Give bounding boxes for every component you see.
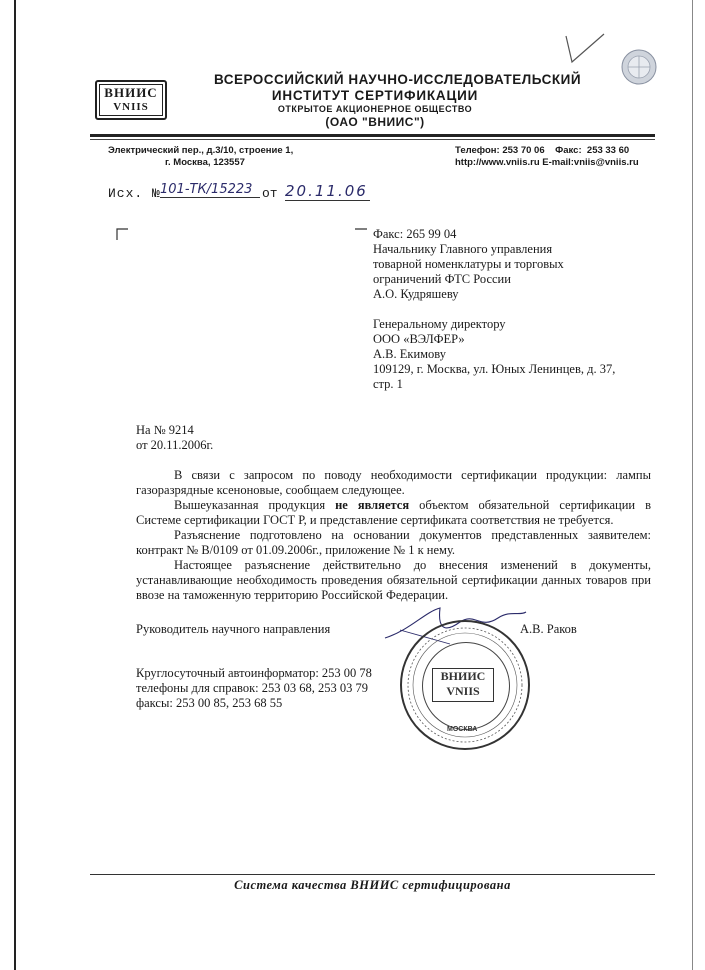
fax-numbers-line: факсы: 253 00 85, 253 68 55 xyxy=(136,696,283,710)
right-corner-mark xyxy=(355,228,367,240)
recipient-line: А.В. Екимову xyxy=(373,347,447,361)
check-mark-icon xyxy=(560,30,610,70)
paragraph-2-emphasis: не является xyxy=(335,498,410,512)
reply-to-date: от 20.11.2006г. xyxy=(136,438,214,452)
paragraph-1: В связи с запросом по поводу необходимости сертификации продукции: лампы газоразрядные ксеноновые, сообщаем следующее. xyxy=(136,468,651,497)
outgoing-date-label: от xyxy=(262,186,278,201)
recipient-line: Начальнику Главного управления xyxy=(373,242,553,256)
vniis-logo xyxy=(95,80,167,120)
seal-logo xyxy=(432,668,494,702)
reference-phones-line: телефоны для справок: 253 03 68, 253 03 79 xyxy=(136,681,369,695)
paragraph-2 xyxy=(136,498,651,528)
official-seal xyxy=(400,620,530,750)
seal-logo-en: VNIIS xyxy=(446,684,480,698)
signatory-position: Руководитель научного направления xyxy=(136,622,331,636)
paragraph-3: Разъяснение подготовлено на основании документов представленных заявителем: контракт № В/0109 от 01.09.2006г., приложение № 1 к нему. xyxy=(136,528,651,557)
header-divider-thick xyxy=(90,134,655,137)
globe-emblem-icon xyxy=(620,48,658,86)
address-line2: г. Москва, 123557 xyxy=(165,157,245,168)
institute-short-name: (ОАО "ВНИИС") xyxy=(325,115,425,129)
paragraph-2-start: Вышеуказанная продукция xyxy=(174,498,336,512)
signatory-name: А.В. Раков xyxy=(520,622,577,636)
left-corner-mark xyxy=(116,228,128,240)
paragraph-4: Настоящее разъяснение действительно до внесения изменений в документы, устанавливающие необходимость проведения обязательной сертификации данных товаров при ввозе на таможенную территорию Российской Федерации. xyxy=(136,558,651,602)
seal-city: МОСКВА xyxy=(447,726,478,733)
header-divider-thin xyxy=(90,139,655,140)
autoinformer-line: Круглосуточный автоинформатор: 253 00 78 xyxy=(136,666,372,680)
outgoing-ref-number: 101-ТК/15223 xyxy=(160,182,260,198)
recipient-line: ООО «ВЭЛФЕР» xyxy=(373,332,465,346)
web-email: http://www.vniis.ru E-mail:vniis@vniis.ru xyxy=(455,157,639,168)
address-line1: Электрический пер., д.3/10, строение 1, xyxy=(108,145,294,156)
institute-name-line2: ИНСТИТУТ СЕРТИФИКАЦИИ xyxy=(271,88,479,103)
recipient-line: А.О. Кудряшеву xyxy=(373,287,459,301)
recipient-line: стр. 1 xyxy=(373,377,403,391)
page-edge-right xyxy=(692,0,693,970)
seal-logo-ru: ВНИИС xyxy=(440,669,486,683)
recipient-block xyxy=(373,227,615,392)
paragraph-2-end: объектом обязательной сертификации в Системе сертификации ГОСТ Р, и представление сертификата соответствия не требуется. xyxy=(136,498,651,527)
institute-type: ОТКРЫТОЕ АКЦИОНЕРНОЕ ОБЩЕСТВО xyxy=(277,104,473,114)
recipient-line: товарной номенклатуры и торговых xyxy=(373,257,564,271)
recipient-line: Факс: 265 99 04 xyxy=(373,227,457,241)
recipient-line: Генеральному директору xyxy=(373,317,506,331)
recipient-spacer xyxy=(373,302,615,317)
outgoing-ref-label: Исх. № xyxy=(108,186,161,201)
recipient-line: 109129, г. Москва, ул. Юных Ленинцев, д. 37, xyxy=(373,362,616,376)
outgoing-date: 20.11.06 xyxy=(285,182,370,201)
logo-line-en: VNIIS xyxy=(113,101,149,113)
page-edge-left xyxy=(14,0,16,970)
phone-fax: Телефон: 253 70 06 Факс: 253 33 60 xyxy=(455,145,630,156)
reply-to-number: На № 9214 xyxy=(136,423,194,437)
institute-name-line1: ВСЕРОССИЙСКИЙ НАУЧНО-ИССЛЕДОВАТЕЛЬСКИЙ xyxy=(213,72,582,87)
logo-line-ru: ВНИИС xyxy=(104,85,158,100)
footer-divider xyxy=(90,874,655,875)
letter-body xyxy=(136,468,651,603)
quality-system-note: Система качества ВНИИС сертифицирована xyxy=(234,878,511,892)
recipient-line: ограничений ФТС России xyxy=(373,272,511,286)
